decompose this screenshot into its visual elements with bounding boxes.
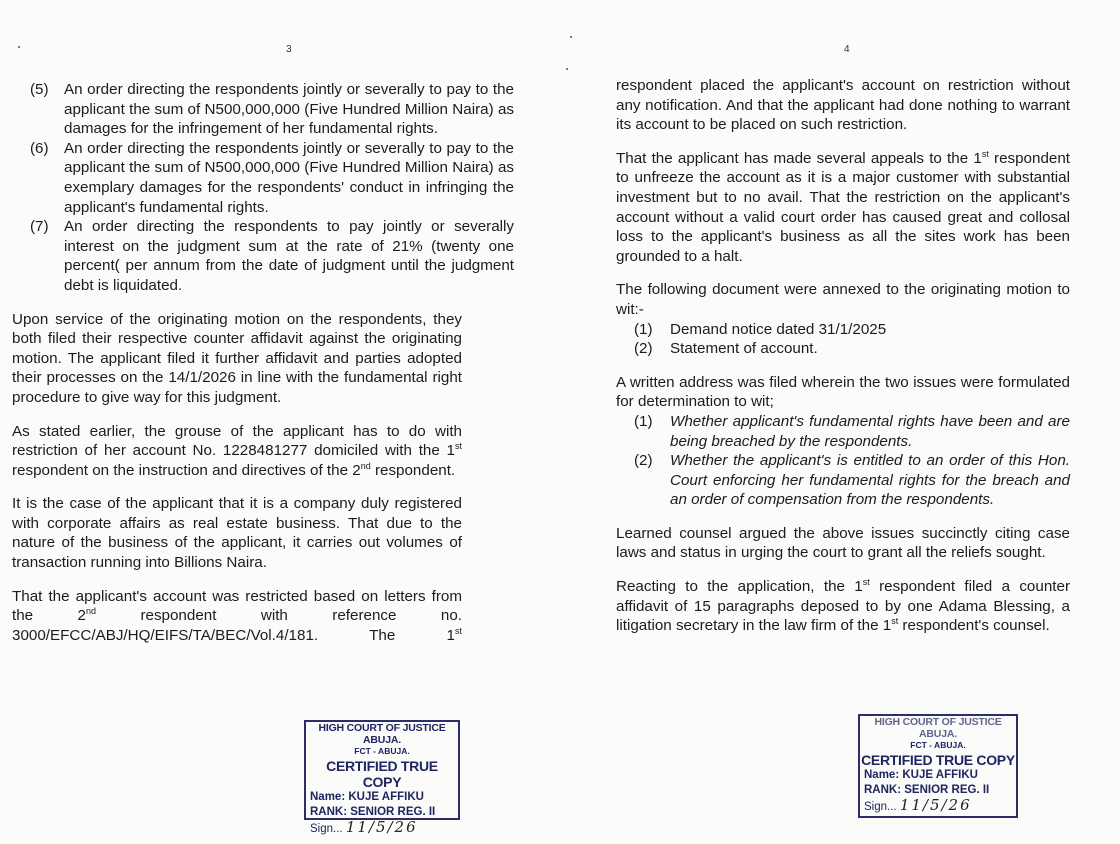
paragraph-annexed: The following document were annexed to the originating motion to wit:-	[616, 281, 1070, 318]
page-number: 3	[286, 44, 292, 55]
issue-item-2	[616, 451, 1070, 510]
superscript: st	[454, 441, 462, 452]
stamp-location: FCT - ABUJA.	[354, 746, 410, 756]
paragraph-learned-counsel: Learned counsel argued the above issues succinctly citing case laws and status in urging the court to grant all the reliefs sought.	[616, 524, 1070, 562]
document-number: (1)	[634, 320, 653, 338]
paragraph-stated-earlier	[12, 422, 462, 481]
order-number: (7)	[30, 218, 49, 236]
issue-number: (2)	[634, 452, 653, 470]
stamp-title: CERTIFIED TRUE COPY	[861, 752, 1015, 768]
superscript: st	[862, 577, 870, 588]
order-item-5	[12, 80, 514, 139]
text-span: respondent to unfreeze the account as it is a major customer with substantial investment but to no avail. That the restriction on the applicant's account without a valid court order has caused great and collosal loss to the applicant's business as all the sites work has been grounded to a halt.	[616, 149, 1071, 265]
superscript: st	[454, 625, 462, 636]
stamp-date: 11/5/26	[345, 818, 418, 836]
stamp-rank: RANK: SENIOR REG. II	[864, 784, 990, 796]
stamp-location: FCT - ABUJA.	[910, 740, 966, 750]
stamp-name: Name: KUJE AFFIKU	[310, 791, 424, 803]
superscript: nd	[86, 606, 97, 617]
document-text: Demand notice dated 31/1/2025	[670, 320, 887, 338]
right-page	[560, 0, 1120, 844]
document-text: Statement of account.	[670, 340, 818, 358]
scan-speck	[566, 68, 568, 70]
text-span: That the applicant's account was restricted based on letters from the 2	[12, 587, 462, 625]
document-item-2	[616, 339, 1070, 359]
text-span: respondent filed a counter affidavit of 15 paragraphs deposed to by one Adama Blessing, a litigation secretary in the law firm of the 1	[616, 578, 1070, 635]
text-span: Reacting to the application, the 1	[616, 578, 863, 596]
order-item-7	[12, 217, 514, 295]
paragraph-account-restricted	[12, 587, 462, 646]
stamp-court-name: HIGH COURT OF JUSTICE ABUJA.	[318, 722, 446, 746]
text-span: respondent on the instruction and directives of the 2	[12, 461, 361, 479]
document-item-1	[616, 320, 1070, 340]
certified-true-copy-stamp	[858, 714, 1018, 818]
text-span: respondent's counsel.	[898, 617, 1050, 635]
right-text-column	[616, 76, 1070, 650]
order-item-6	[12, 139, 514, 217]
issue-text: Whether the applicant's is entitled to an order of this Hon. Court enforcing her fundamental rights for the breach and an order of compensation from the respondents.	[670, 452, 1070, 509]
scan-speck	[570, 36, 572, 38]
document-number: (2)	[634, 340, 653, 358]
order-text: An order directing the respondents jointly or severally to pay to the applicant the sum of N500,000,000 (Five Hundred Million Naira) as exemplary damages for the respondents' conduct in infringing the applicant's fundamental rights.	[64, 139, 514, 216]
paragraph-service: Upon service of the originating motion on the respondents, they both filed their respective counter affidavit against the originating motion. The applicant filed it further affidavit and parties adopted their processes on the 14/1/2026 in line with the fundamental right procedure to give way for this judgment.	[12, 310, 462, 406]
paragraph-restriction-continued: respondent placed the applicant's account on restriction without any notification. And that the applicant had done nothing to warrant its account to be placed on such restriction.	[616, 77, 1070, 134]
order-text: An order directing the respondents jointly or severally to pay to the applicant the sum of N500,000,000 (Five Hundred Million Naira) as damages for the infringement of her fundamental rights.	[64, 81, 514, 138]
text-span: respondent.	[370, 461, 456, 479]
stamp-rank: RANK: SENIOR REG. II	[310, 806, 436, 818]
left-text-column	[12, 80, 514, 659]
text-span: respondent with reference no. 3000/EFCC/ABJ/HQ/EIFS/TA/BEC/Vol.4/181. The 1	[12, 607, 462, 644]
order-number: (6)	[30, 139, 49, 157]
text-span: That the applicant has made several appeals to the 1	[616, 149, 982, 167]
superscript: st	[981, 148, 989, 159]
stamp-sign	[860, 798, 1016, 815]
issue-item-1	[616, 412, 1070, 451]
superscript: nd	[360, 460, 371, 471]
order-text: An order directing the respondents to pay jointly or severally interest on the judgment sum at the rate of 21% (twenty one percent( per annum from the date of judgment until the judgment debt is liquidated.	[64, 218, 514, 294]
paragraph-appeals	[616, 149, 1070, 267]
stamp-name: Name: KUJE AFFIKU	[864, 769, 978, 781]
page-number: 4	[844, 44, 850, 55]
stamp-title: CERTIFIED TRUE COPY	[326, 758, 438, 790]
scan-speck	[18, 46, 20, 48]
superscript: st	[891, 616, 899, 627]
paragraph-reacting	[616, 577, 1070, 636]
paragraph-applicant-case: It is the case of the applicant that it is a company duly registered with corporate affairs as real estate business. That due to the nature of the business of the applicant, it carries out volumes of transaction running into Billions Naira.	[12, 495, 462, 572]
issue-number: (1)	[634, 412, 653, 430]
order-number: (5)	[30, 81, 49, 98]
stamp-sign-label: Sign...	[864, 801, 897, 813]
stamp-date: 11/5/26	[899, 796, 972, 814]
issue-text: Whether applicant's fundamental rights have been and are being breached by the respondents.	[670, 412, 1070, 450]
text-span: As stated earlier, the grouse of the applicant has to do with restriction of her account No. 1228481277 domiciled with the 1	[12, 422, 462, 460]
stamp-sign-label: Sign...	[310, 823, 343, 835]
certified-true-copy-stamp	[304, 720, 460, 836]
paragraph-written-address: A written address was filed wherein the two issues were formulated for determination to wit;	[616, 373, 1070, 411]
stamp-sign	[306, 820, 458, 837]
stamp-court-name: HIGH COURT OF JUSTICE ABUJA.	[874, 716, 1002, 740]
